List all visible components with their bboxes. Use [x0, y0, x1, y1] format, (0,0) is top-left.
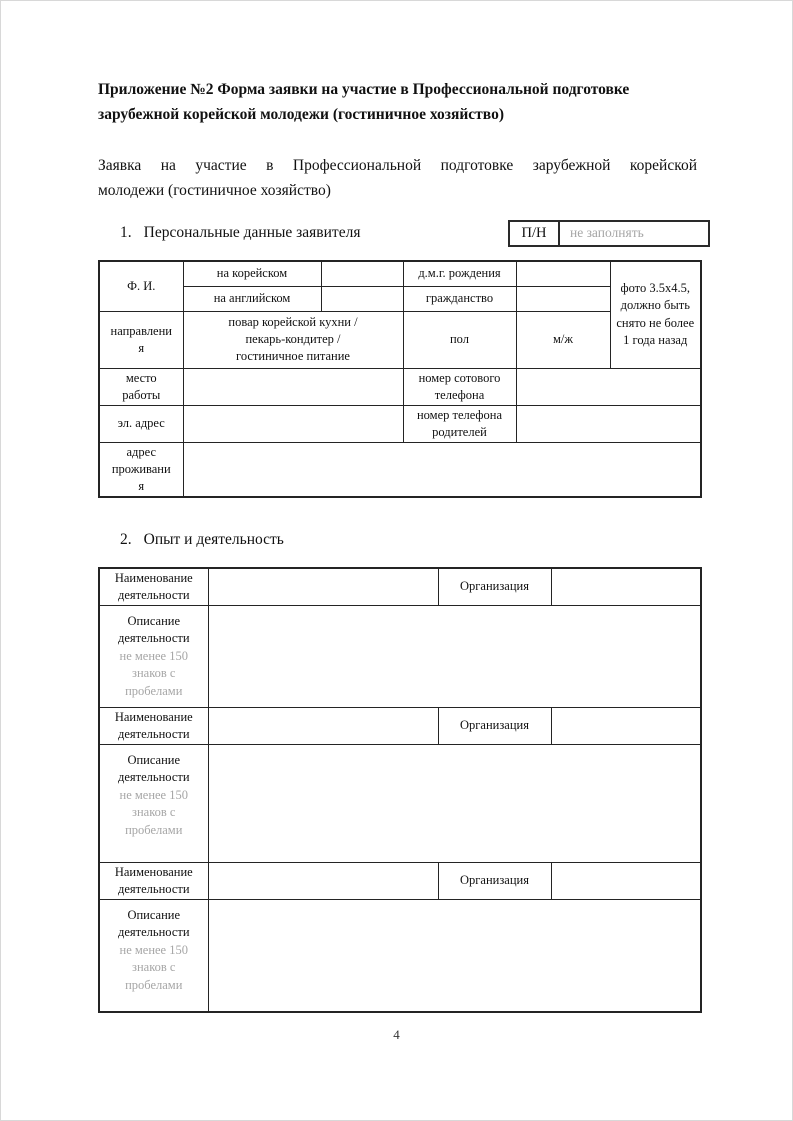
citizenship-input-cell[interactable] [516, 286, 610, 311]
pn-input-field[interactable]: не заполнять [570, 225, 644, 240]
table-row [99, 405, 701, 442]
workplace-label: место работы [122, 370, 161, 402]
address-input-cell[interactable] [183, 442, 701, 497]
birth-date-label-cell: д.м.г. рождения [403, 261, 516, 286]
table-row [99, 368, 701, 405]
activity-name-label-cell: Наименование деятельности [99, 862, 208, 899]
description-label: Описание деятельности [117, 907, 190, 939]
intro-paragraph [98, 153, 697, 203]
pn-label: П/Н [510, 222, 560, 245]
section2-heading [120, 531, 284, 549]
table-row [99, 862, 701, 899]
description-input-cell-2[interactable] [208, 744, 701, 862]
email-input-cell[interactable] [183, 405, 403, 442]
page-number: 4 [393, 1027, 400, 1042]
activity-name-input-cell-1[interactable] [208, 568, 438, 606]
workplace-label-cell [99, 368, 183, 405]
direction-option-line-3: гостиничное питание [236, 349, 350, 363]
organization-label-cell: Организация [438, 568, 551, 606]
name-korean-label-cell: на корейском [183, 261, 321, 286]
organization-input-cell-1[interactable] [551, 568, 701, 606]
birth-date-input-cell[interactable] [516, 261, 610, 286]
description-hint: не менее 150 знаков с пробелами [119, 648, 188, 698]
activity-name-input-cell-3[interactable] [208, 862, 438, 899]
workplace-input-cell[interactable] [183, 368, 403, 405]
organization-label-cell: Организация [438, 862, 551, 899]
description-label-cell [99, 605, 208, 707]
mobile-phone-label-cell: номер сотового телефона [403, 368, 516, 405]
direction-option-line-2: пекарь-кондитер / [245, 332, 341, 346]
personal-data-table [98, 260, 702, 498]
address-label-cell [99, 442, 183, 497]
document-title-line-2: зарубежной корейской молодежи (гостиничное хозяйство) [98, 106, 504, 123]
direction-options-cell[interactable] [183, 311, 403, 368]
section2-heading-row [98, 528, 697, 552]
organization-input-cell-3[interactable] [551, 862, 701, 899]
table-row [99, 568, 701, 606]
experience-table [98, 567, 702, 1014]
description-input-cell-1[interactable] [208, 605, 701, 707]
table-row [99, 442, 701, 497]
description-label: Описание деятельности [117, 752, 190, 784]
organization-label-cell: Организация [438, 707, 551, 744]
description-input-cell-3[interactable] [208, 899, 701, 1012]
name-korean-input-cell[interactable] [321, 261, 403, 286]
activity-name-label-cell: Наименование деятельности [99, 707, 208, 744]
intro-line-2: молодежи (гостиничное хозяйство) [98, 182, 331, 199]
direction-option-line-1: повар корейской кухни / [228, 315, 358, 329]
gender-options-cell[interactable]: м/ж [516, 311, 610, 368]
name-english-label-cell: на английском [183, 286, 321, 311]
section1-heading [120, 224, 360, 242]
section1-number: 1. [120, 224, 132, 241]
description-hint: не менее 150 знаков с пробелами [119, 942, 188, 992]
table-row [99, 744, 701, 862]
description-label-cell [99, 899, 208, 1012]
pn-box [508, 220, 710, 247]
address-label: адрес проживания [111, 444, 171, 493]
document-title [98, 77, 697, 127]
description-label: Описание деятельности [117, 613, 190, 645]
parents-phone-input-cell[interactable] [516, 405, 701, 442]
section2-number: 2. [120, 530, 132, 548]
citizenship-label-cell: гражданство [403, 286, 516, 311]
gender-label-cell: пол [403, 311, 516, 368]
direction-label-cell [99, 311, 183, 368]
mobile-phone-input-cell[interactable] [516, 368, 701, 405]
section2-title: Опыт и деятельность [143, 530, 284, 548]
direction-label: направления [110, 323, 172, 355]
name-label-cell: Ф. И. [99, 261, 183, 311]
description-hint: не менее 150 знаков с пробелами [119, 787, 188, 837]
intro-line-1: Заявка на участие в Профессиональной подготовке зарубежной корейской [98, 157, 697, 174]
parents-phone-label-cell: номер телефона родителей [403, 405, 516, 442]
activity-name-label-cell: Наименование деятельности [99, 568, 208, 606]
section1-title: Персональные данные заявителя [143, 224, 361, 241]
name-english-input-cell[interactable] [321, 286, 403, 311]
photo-note-cell: фото 3.5x4.5, должно быть снято не более 1 года назад [610, 261, 701, 368]
table-row [99, 899, 701, 1012]
activity-name-input-cell-2[interactable] [208, 707, 438, 744]
organization-input-cell-2[interactable] [551, 707, 701, 744]
description-label-cell [99, 744, 208, 862]
document-title-line-1: Приложение №2 Форма заявки на участие в Профессиональной подготовке [98, 81, 630, 98]
table-row [99, 261, 701, 286]
table-row [99, 707, 701, 744]
section1-heading-row [98, 219, 697, 247]
email-label-cell: эл. адрес [99, 405, 183, 442]
table-row [99, 605, 701, 707]
